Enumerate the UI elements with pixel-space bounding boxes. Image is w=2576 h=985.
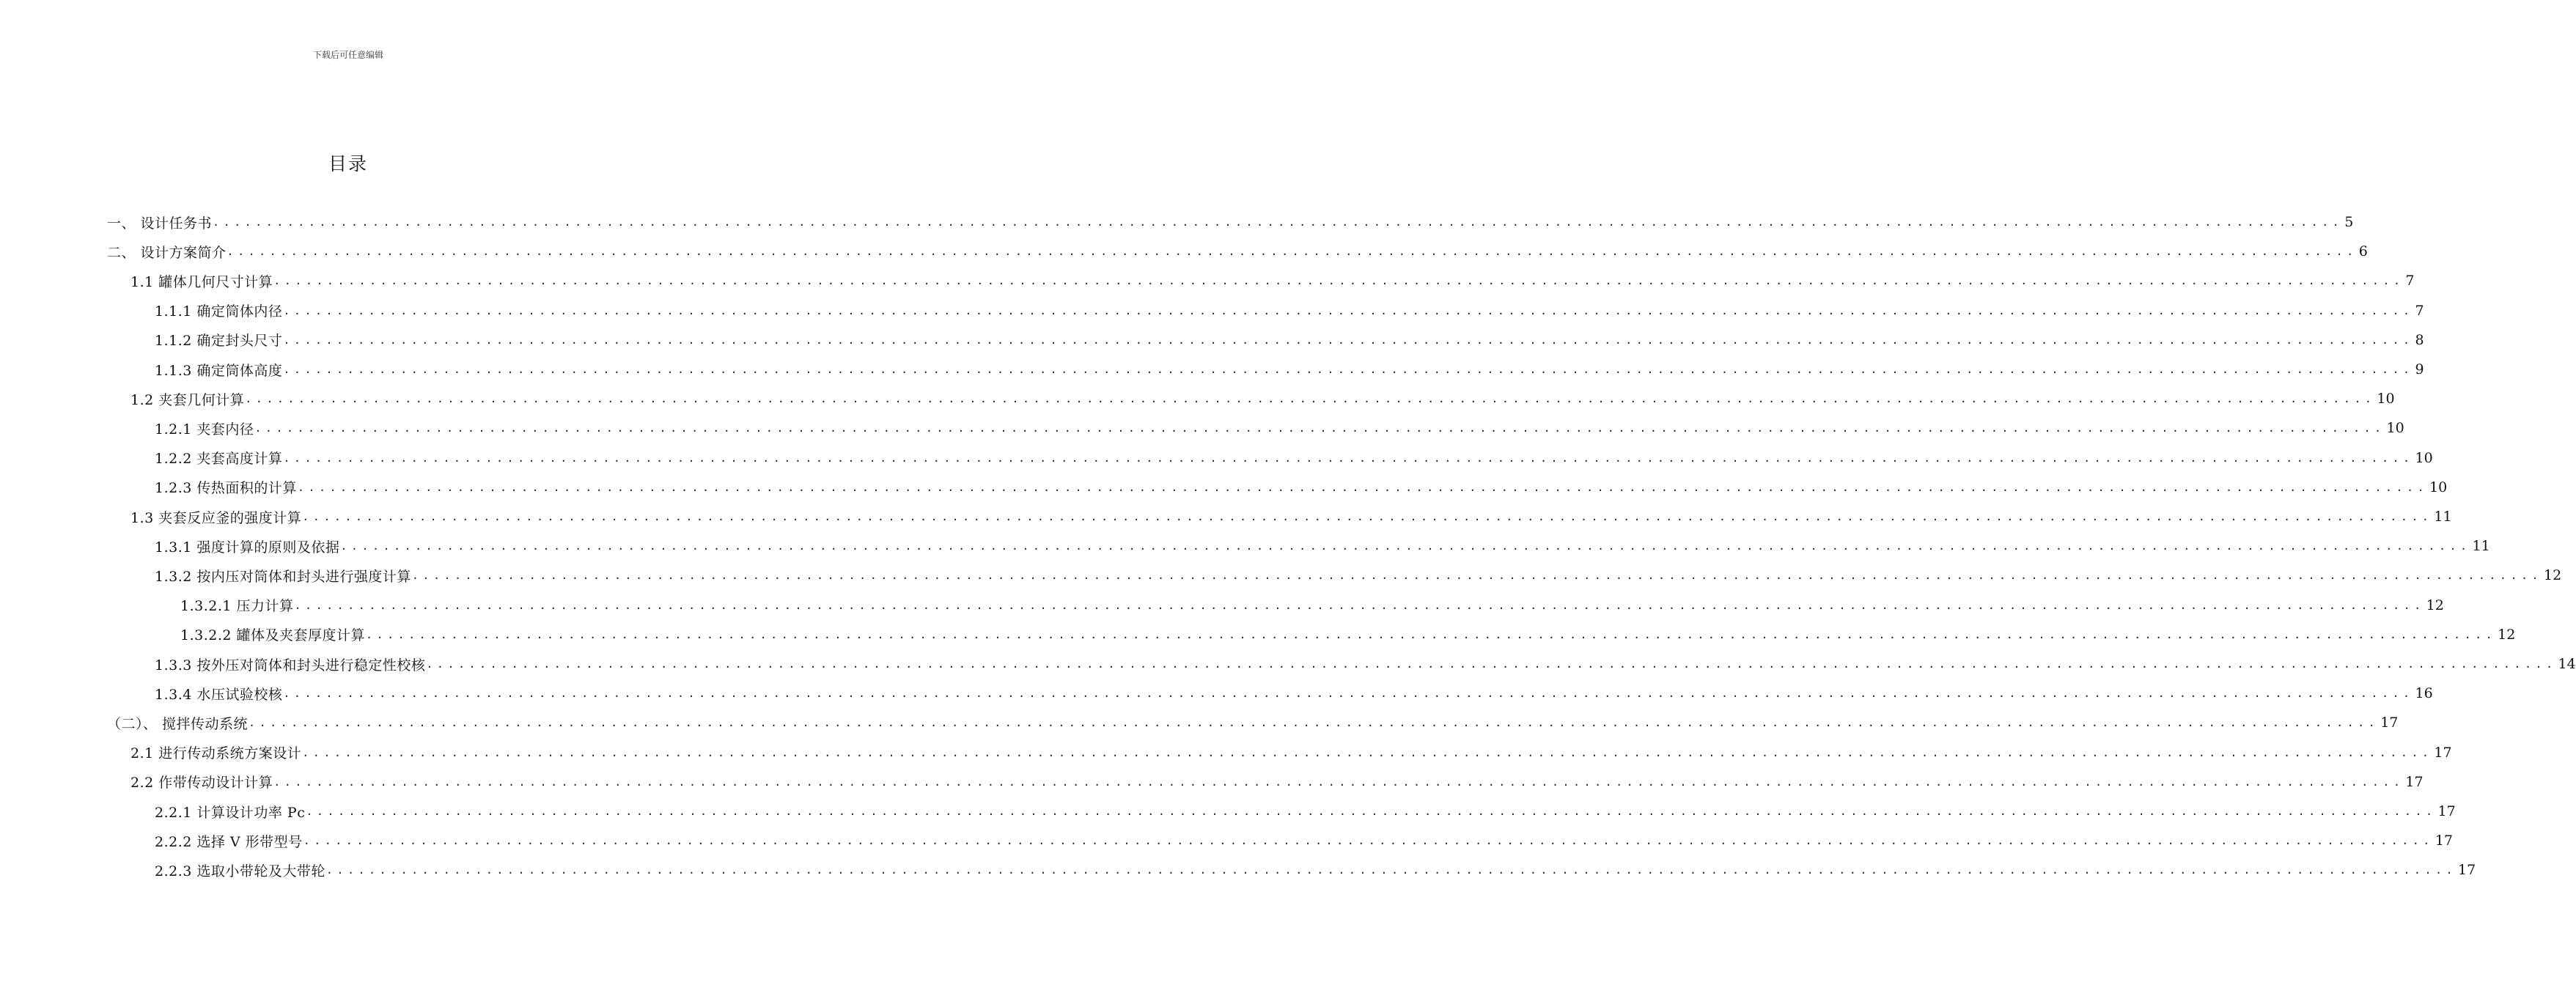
- toc-dot-leader: ........................................................................................................................................................................................................: [283, 687, 2414, 701]
- toc-dot-leader: ........................................................................................................................................................................................................: [302, 745, 2433, 759]
- toc-entry-page: 10: [2377, 391, 2395, 407]
- toc-entry[interactable]: [155, 443, 2433, 473]
- toc-entry[interactable]: [155, 413, 2404, 443]
- toc-dot-leader: ........................................................................................................................................................................................................: [302, 510, 2433, 523]
- toc-entry[interactable]: [155, 561, 2562, 590]
- toc-entry-page: 16: [2415, 685, 2433, 702]
- toc-dot-leader: ........................................................................................................................................................................................................: [294, 598, 2425, 612]
- toc-entry-text: 2.1 进行传动系统方案设计: [130, 745, 302, 762]
- toc-entry-page: 9: [2415, 361, 2424, 377]
- toc-dot-leader: ........................................................................................................................................................................................................: [325, 863, 2457, 877]
- toc-entry[interactable]: [155, 355, 2424, 384]
- toc-dot-leader: ........................................................................................................................................................................................................: [249, 716, 2380, 730]
- toc-entry-page: 8: [2415, 331, 2424, 348]
- toc-entry-page: 11: [2434, 509, 2452, 525]
- toc-dot-leader: ........................................................................................................................................................................................................: [306, 805, 2437, 818]
- toc-entry-text: 2.2 作带传动设计计算: [130, 775, 273, 792]
- toc-entry[interactable]: [107, 708, 2399, 737]
- toc-entry-page: 12: [2498, 626, 2516, 643]
- toc-dot-leader: ........................................................................................................................................................................................................: [283, 363, 2414, 376]
- toc-entry-text: 一、 设计任务书: [107, 215, 213, 232]
- toc-entry-text: 1.2.1 夹套内径: [155, 421, 254, 438]
- toc-entry-page: 6: [2358, 243, 2368, 260]
- toc-entry[interactable]: [155, 325, 2424, 355]
- toc-dot-leader: ........................................................................................................................................................................................................: [273, 775, 2404, 789]
- toc-entry-text: 1.3.2.2 罐体及夹套厚度计算: [180, 627, 366, 644]
- header-note: 下载后可任意编辑: [312, 50, 383, 60]
- toc-entry-page: 17: [2437, 803, 2456, 819]
- toc-entry-page: 10: [2429, 479, 2448, 495]
- toc-dot-leader: ........................................................................................................................................................................................................: [283, 333, 2414, 347]
- toc-entry-text: （二）、 搅拌传动系统: [107, 715, 249, 732]
- toc-entry-text: 2.2.1 计算设计功率 Pc: [155, 804, 306, 821]
- toc-entry[interactable]: [155, 826, 2454, 855]
- toc-entry[interactable]: [155, 473, 2448, 502]
- toc-dot-leader: ........................................................................................................................................................................................................: [283, 451, 2414, 465]
- toc-dot-leader: ........................................................................................................................................................................................................: [227, 245, 2358, 259]
- toc-entry-page: 10: [2415, 449, 2433, 466]
- toc-entry-page: 17: [2434, 744, 2452, 761]
- toc-entry-text: 1.3.1 强度计算的原则及依据: [155, 539, 340, 556]
- toc-entry[interactable]: [107, 207, 2354, 237]
- toc-entry[interactable]: [155, 649, 2576, 679]
- toc-entry[interactable]: [180, 620, 2516, 649]
- toc-entry-page: 17: [2435, 833, 2454, 849]
- toc-entry-page: 10: [2386, 420, 2404, 437]
- toc-entry-page: 7: [2405, 273, 2415, 289]
- toc-entry[interactable]: [155, 531, 2490, 561]
- toc-entry[interactable]: [155, 797, 2456, 826]
- toc-entry-page: 11: [2472, 538, 2490, 555]
- toc-entry[interactable]: [130, 767, 2424, 797]
- toc-entry[interactable]: [130, 384, 2395, 413]
- toc-dot-leader: ........................................................................................................................................................................................................: [340, 539, 2471, 553]
- toc-entry-text: 1.2.2 夹套高度计算: [155, 451, 283, 468]
- toc-entry[interactable]: [155, 296, 2424, 325]
- toc-entry-text: 1.1.2 确定封头尺寸: [155, 333, 283, 350]
- toc-entry-page: 7: [2415, 302, 2424, 319]
- toc-dot-leader: ........................................................................................................................................................................................................: [297, 480, 2429, 494]
- toc-entry-text: 1.2.3 传热面积的计算: [155, 480, 297, 497]
- toc-entry-text: 1.3.2 按内压对筒体和封头进行强度计算: [155, 568, 411, 585]
- toc-entry-page: 12: [2544, 567, 2562, 584]
- toc-entry[interactable]: [155, 855, 2476, 885]
- toc-entry-text: 2.2.3 选取小带轮及大带轮: [155, 863, 325, 879]
- toc-entry[interactable]: [130, 266, 2415, 295]
- toc-dot-leader: ........................................................................................................................................................................................................: [283, 303, 2414, 317]
- toc-entry-text: 二、 设计方案简介: [107, 244, 227, 261]
- toc-entry-text: 1.3.4 水压试验校核: [155, 686, 283, 703]
- toc-entry-text: 1.1.3 确定筒体高度: [155, 362, 283, 379]
- toc-entry-page: 17: [2458, 862, 2476, 879]
- toc-entry-text: 2.2.2 选择 V 形带型号: [155, 833, 303, 850]
- toc-entry[interactable]: [180, 591, 2444, 620]
- toc-entry-page: 17: [2380, 715, 2399, 731]
- toc-title: 目录: [328, 153, 368, 174]
- toc-entry-text: 1.2 夹套几何计算: [130, 391, 245, 408]
- toc-entry-page: 12: [2426, 597, 2444, 613]
- toc-entry[interactable]: [130, 502, 2452, 531]
- toc-entry-text: 1.1 罐体几何尺寸计算: [130, 273, 273, 290]
- toc-entry-text: 1.3.3 按外压对筒体和封头进行稳定性校核: [155, 657, 426, 674]
- toc-dot-leader: ........................................................................................................................................................................................................: [213, 215, 2344, 229]
- toc-entry-text: 1.1.1 确定筒体内径: [155, 303, 283, 320]
- toc-entry-text: 1.3 夹套反应釜的强度计算: [130, 509, 302, 526]
- toc-dot-leader: ........................................................................................................................................................................................................: [273, 274, 2404, 288]
- toc-dot-leader: ........................................................................................................................................................................................................: [366, 627, 2497, 641]
- toc-dot-leader: ........................................................................................................................................................................................................: [245, 392, 2376, 406]
- toc-dot-leader: ........................................................................................................................................................................................................: [411, 569, 2543, 583]
- toc-entry[interactable]: [130, 738, 2452, 767]
- toc-entry[interactable]: [155, 679, 2433, 708]
- toc-dot-leader: ........................................................................................................................................................................................................: [303, 834, 2434, 848]
- toc-entry-text: 1.3.2.1 压力计算: [180, 598, 294, 615]
- toc-entry-page: 17: [2405, 773, 2424, 790]
- toc-entry[interactable]: [107, 237, 2368, 266]
- toc-dot-leader: ........................................................................................................................................................................................................: [426, 657, 2557, 671]
- toc-dot-leader: ........................................................................................................................................................................................................: [254, 421, 2385, 435]
- toc-entry-page: 14: [2558, 656, 2576, 672]
- toc-entry-page: 5: [2344, 214, 2354, 230]
